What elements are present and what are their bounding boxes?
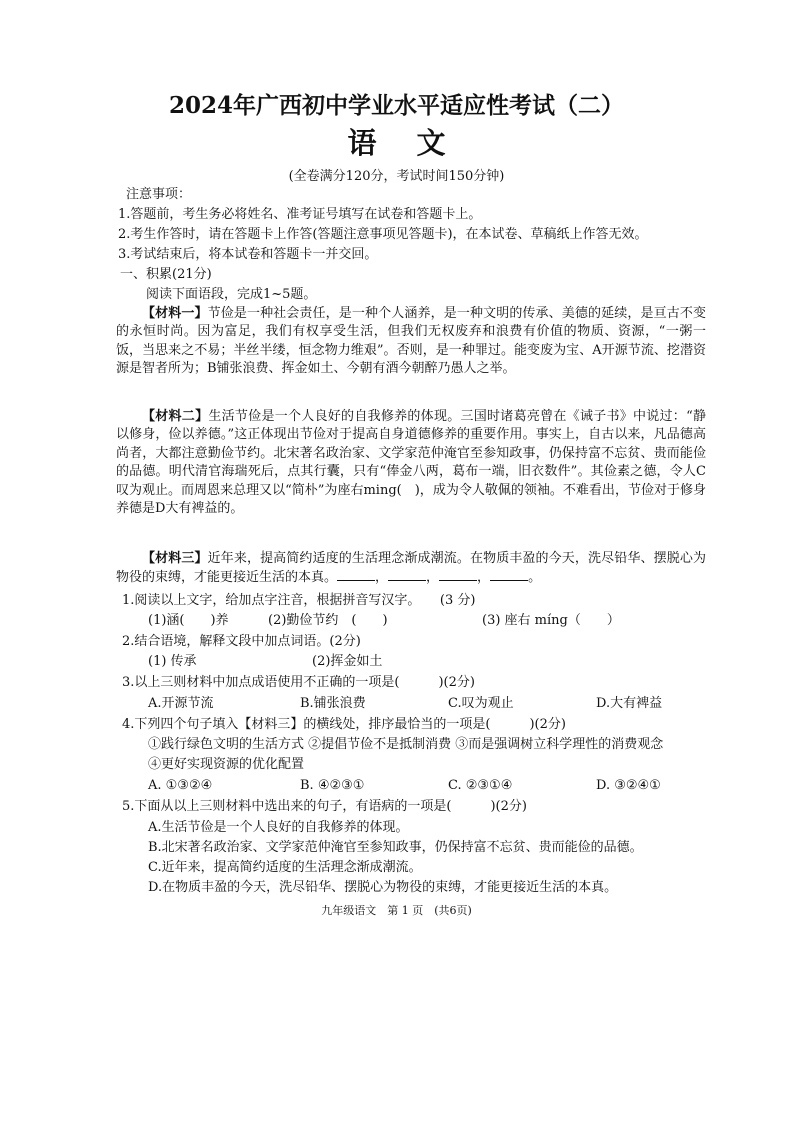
- question-4: 4.下列四个句子填入【材料三】的横线处，排序最恰当的一项是( )(2分): [122, 717, 566, 732]
- material-one-tag: 【材料一】: [142, 306, 208, 321]
- material-one-text: 节俭是一种社会责任，是一种个人涵养，是一种文明的传承、美德的延续，是亘古不变的永恒时尚。因为富足，我们有权享受生活，但我们无权废弃和浪费有价值的物质、资源，“一粥一饭，当思来之不易；半丝半缕，恒念物力维艰”。否则，是一种罪过。能变废为宝、A开源节流、挖潜资源是智者所为；B铺张浪费、挥金如土、今朝有酒今朝醉乃愚人之举。: [116, 306, 706, 377]
- q4-sentences: ④更好实现资源的优化配置: [148, 757, 305, 772]
- question-5: 5.下面从以上三则材料中选出来的句子，有语病的一项是( )(2分): [122, 799, 527, 814]
- subject-title: 语文: [347, 126, 486, 160]
- exam-title: 2024年广西初中学业水平适应性考试（二）: [168, 92, 624, 119]
- q4-option: C. ②③①④: [448, 778, 513, 793]
- material-three-tag: 【材料三】: [142, 551, 208, 566]
- q3-option: C.叹为观止: [448, 696, 514, 711]
- material-one: [116, 305, 706, 379]
- q5-option: C.近年来，提高简约适度的生活理念渐成潮流。: [148, 860, 422, 875]
- question-3: 3.以上三则材料中加点成语使用不正确的一项是( )(2分): [122, 675, 475, 690]
- question-2: 2.结合语境，解释文段中加点词语。(2分): [122, 634, 361, 649]
- answer-blank[interactable]: [439, 568, 477, 581]
- q2-item: (2)挥金如土: [312, 654, 383, 669]
- note-item: 2.考生作答时，请在答题卡上作答(答题注意事项见答题卡)，在本试卷、草稿纸上作答无效。: [118, 227, 648, 242]
- material-two-tag: 【材料二】: [142, 409, 209, 424]
- answer-blank[interactable]: [388, 568, 426, 581]
- q3-option: A.开源节流: [148, 696, 214, 711]
- answer-blank[interactable]: [337, 568, 375, 581]
- q4-option: A. ①③②④: [148, 778, 213, 793]
- material-two: [116, 408, 706, 518]
- q5-option: A.生活节俭是一个人良好的自我修养的体现。: [148, 820, 409, 835]
- q4-option: D. ③②④①: [596, 778, 661, 793]
- full-score-note: (全卷满分120分，考试时间150分钟): [288, 169, 505, 184]
- notes-heading: 注意事项：: [126, 187, 192, 202]
- note-item: 1.答题前，考生务必将姓名、准考证号填写在试卷和答题卡上。: [118, 207, 482, 222]
- q4-sentences: ①践行绿色文明的生活方式 ②提倡节俭不是抵制消费 ③而是强调树立科学理性的消费观念: [148, 737, 664, 752]
- q5-option: B.北宋著名政治家、文学家范仲淹官至参知政事，仍保持富不忘贫、贵而能俭的品德。: [148, 840, 643, 855]
- question-1: 1.阅读以上文字，给加点字注音，根据拼音写汉字。 (3 分): [122, 593, 476, 608]
- note-item: 3.考试结束后，将本试卷和答题卡一并交回。: [118, 247, 378, 262]
- q3-option: D.大有裨益: [596, 696, 663, 711]
- q3-option: B.铺张浪费: [300, 696, 366, 711]
- section-heading: 一、积累(21分): [120, 267, 212, 282]
- q2-item: (1) 传承: [148, 654, 197, 669]
- q1-item: (2)勤俭节约 ( ): [268, 613, 388, 628]
- page-footer: 九年级语文 第 1 页 (共6页): [321, 904, 472, 917]
- q5-option: D.在物质丰盈的今天，洗尽铅华、摆脱心为物役的束缚，才能更接近生活的本真。: [148, 880, 618, 895]
- q1-item: (1)涵( )养: [148, 613, 229, 628]
- q1-item: (3) 座右 míng（ ）: [482, 613, 620, 628]
- material-two-text: 生活节俭是一个人良好的自我修养的体现。三国时诸葛亮曾在《诫子书》中说过：“静以修身，俭以养德。”这正体现出节俭对于提高自身道德修养的重要作用。事实上，自古以来，凡品德高尚者，大都注意勤俭节约。北宋著名政治家、文学家范仲淹官至参知政事，仍保持富不忘贫、贵而能俭的品德。明代清官海瑞死后，点其行囊，只有“俸金八两，葛布一端，旧衣数件”。其俭素之德，令人C叹为观止。而周恩来总理又以“简朴”为座右ming( )，成为令人敬佩的领袖。不难看出，节俭对于修身养德是D大有裨益的。: [116, 409, 706, 517]
- material-three-text: 近年来，提高简约适度的生活理念渐成潮流。在物质丰盈的今天，洗尽铅华、摆脱心为物役的束缚，才能更接近生活的本真。: [116, 551, 706, 586]
- material-three: 【材料三】近年来，提高简约适度的生活理念渐成潮流。在物质丰盈的今天，洗尽铅华、摆脱心为物役的束缚，才能更接近生活的本真。 ， ， ， 。: [116, 551, 706, 586]
- q4-option: B. ④②③①: [300, 778, 365, 793]
- answer-blank[interactable]: [490, 568, 528, 581]
- reading-intro: 阅读下面语段，完成1~5题。: [146, 287, 317, 302]
